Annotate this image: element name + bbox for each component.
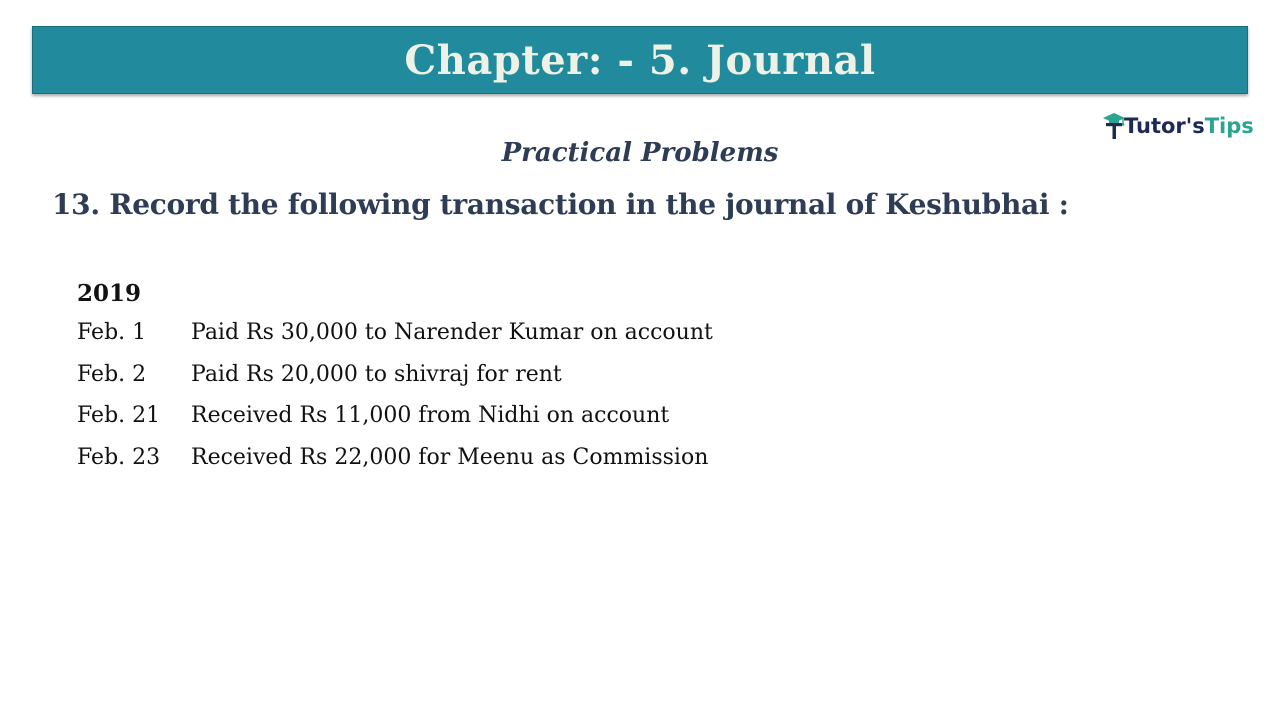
logo-text-tutors: Tutor's bbox=[1124, 113, 1205, 138]
transaction-date: Feb. 1 bbox=[77, 320, 147, 345]
year-label: 2019 bbox=[77, 280, 142, 307]
page-title: Chapter: - 5. Journal bbox=[404, 36, 876, 84]
transaction-row bbox=[77, 403, 713, 445]
transaction-list bbox=[77, 320, 713, 486]
transaction-text: Received Rs 11,000 from Nidhi on account bbox=[191, 403, 670, 428]
logo-text-tips: Tips bbox=[1204, 113, 1254, 138]
transaction-row bbox=[77, 320, 713, 362]
transaction-text: Paid Rs 30,000 to Narender Kumar on account bbox=[191, 320, 713, 345]
graduation-cap-icon bbox=[1102, 111, 1126, 141]
transaction-text: Paid Rs 20,000 to shivraj for rent bbox=[191, 361, 562, 387]
title-banner bbox=[32, 26, 1248, 94]
transaction-row bbox=[77, 362, 713, 404]
logo-text bbox=[1124, 113, 1254, 138]
section-subtitle: Practical Problems bbox=[501, 138, 779, 168]
question-heading: 13. Record the following transaction in the journal of Keshubhai : bbox=[52, 188, 1069, 221]
transaction-row bbox=[77, 445, 713, 487]
transaction-text: Received Rs 22,000 for Meenu as Commission bbox=[191, 444, 709, 470]
transaction-date: Feb. 2 bbox=[77, 361, 147, 387]
transaction-date: Feb. 23 bbox=[77, 444, 161, 470]
transaction-date: Feb. 21 bbox=[77, 403, 161, 428]
